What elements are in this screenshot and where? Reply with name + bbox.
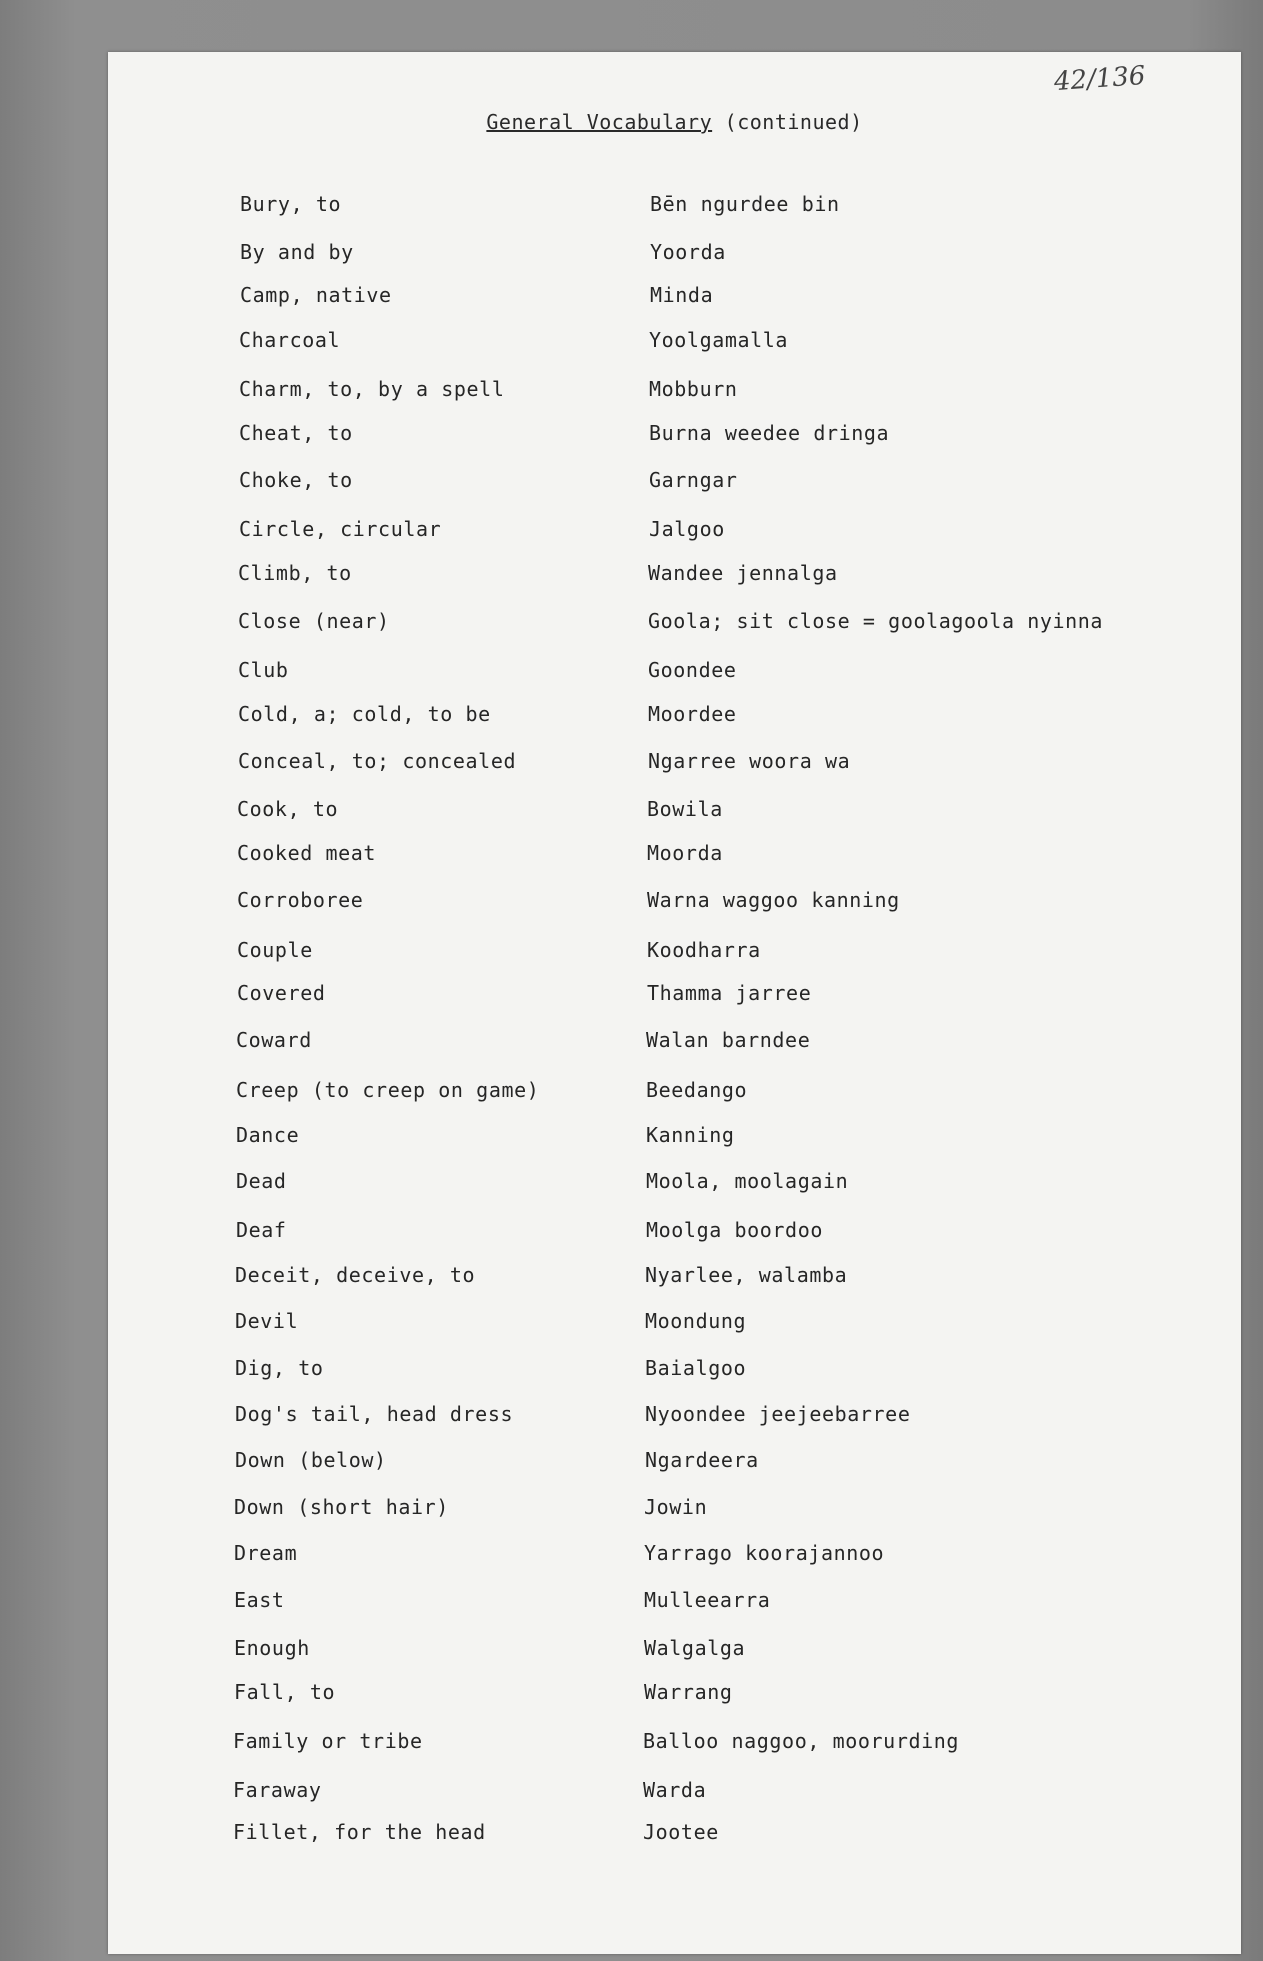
- entry-gloss: Warna waggoo kanning: [647, 888, 900, 912]
- vocabulary-entry: [108, 609, 1241, 637]
- page-title: [108, 110, 1241, 134]
- vocabulary-entry: [108, 1541, 1241, 1569]
- entry-term: Club: [238, 658, 289, 682]
- vocabulary-entry: [108, 328, 1241, 356]
- entry-gloss: Yoorda: [650, 240, 726, 264]
- vocabulary-entry: [108, 1028, 1241, 1056]
- entry-term: Dance: [236, 1123, 300, 1147]
- entry-term: Devil: [235, 1309, 299, 1333]
- vocabulary-entry: [108, 1448, 1241, 1476]
- vocabulary-entry: [108, 1588, 1241, 1616]
- entry-term: Close (near): [238, 609, 390, 633]
- entry-term: Fillet, for the head: [233, 1820, 486, 1844]
- entry-term: Cooked meat: [237, 841, 377, 865]
- vocabulary-entry: [108, 658, 1241, 686]
- vocabulary-entry: [108, 1263, 1241, 1291]
- entry-gloss: Garngar: [649, 468, 738, 492]
- title-main: General Vocabulary: [486, 110, 713, 134]
- entry-gloss: Moolga boordoo: [646, 1218, 823, 1242]
- title-suffix: (continued): [724, 110, 863, 134]
- vocabulary-entry: [108, 240, 1241, 268]
- entry-gloss: Jootee: [643, 1820, 719, 1844]
- entry-term: Creep (to creep on game): [236, 1078, 540, 1102]
- entry-gloss: Beedango: [646, 1078, 748, 1102]
- entry-term: Fall, to: [234, 1680, 336, 1704]
- entry-gloss: Moola, moolagain: [646, 1169, 849, 1193]
- vocabulary-entry: [108, 192, 1241, 220]
- entry-gloss: Wandee jennalga: [648, 561, 838, 585]
- vocabulary-entry: [108, 1218, 1241, 1246]
- vocabulary-entry: [108, 1820, 1241, 1848]
- vocabulary-entry: [108, 1495, 1241, 1523]
- entry-term: Dog's tail, head dress: [235, 1402, 514, 1426]
- entry-term: Deceit, deceive, to: [235, 1263, 476, 1287]
- vocabulary-entry: [108, 421, 1241, 449]
- vocabulary-entry: [108, 938, 1241, 966]
- vocabulary-entry: [108, 561, 1241, 589]
- entry-term: Dead: [236, 1169, 287, 1193]
- entry-term: Choke, to: [239, 468, 353, 492]
- entry-gloss: Walgalga: [644, 1636, 746, 1660]
- vocabulary-entry: [108, 1680, 1241, 1708]
- entry-gloss: Kanning: [646, 1123, 735, 1147]
- entry-gloss: Mulleearra: [644, 1588, 771, 1612]
- entry-gloss: Warrang: [644, 1680, 733, 1704]
- entry-term: Climb, to: [238, 561, 352, 585]
- entry-gloss: Balloo naggoo, moorurding: [643, 1729, 960, 1753]
- entry-term: Deaf: [236, 1218, 287, 1242]
- vocabulary-entry: [108, 283, 1241, 311]
- vocabulary-entry: [108, 377, 1241, 405]
- entry-gloss: Moorda: [647, 841, 723, 865]
- vocabulary-entry: [108, 1356, 1241, 1384]
- entry-gloss: Ngarree woora wa: [648, 749, 851, 773]
- entry-gloss: Goola; sit close = goolagoola nyinna: [648, 609, 1104, 633]
- entry-term: Family or tribe: [233, 1729, 423, 1753]
- entry-gloss: Jowin: [644, 1495, 708, 1519]
- entry-term: Cook, to: [237, 797, 339, 821]
- entry-gloss: Koodharra: [647, 938, 761, 962]
- vocabulary-entry: [108, 468, 1241, 496]
- vocabulary-entry: [108, 981, 1241, 1009]
- vocabulary-entry: [108, 841, 1241, 869]
- entry-term: Coward: [236, 1028, 312, 1052]
- entry-gloss: Nyarlee, walamba: [645, 1263, 848, 1287]
- entry-gloss: Mobburn: [649, 377, 738, 401]
- vocabulary-entry: [108, 1636, 1241, 1664]
- entry-gloss: Warda: [643, 1778, 707, 1802]
- entry-term: Dream: [234, 1541, 298, 1565]
- entry-term: Bury, to: [240, 192, 342, 216]
- vocabulary-entry: [108, 1778, 1241, 1806]
- vocabulary-entry: [108, 1309, 1241, 1337]
- vocabulary-entry: [108, 1729, 1241, 1757]
- entry-gloss: Minda: [650, 283, 714, 307]
- entry-term: Conceal, to; concealed: [238, 749, 517, 773]
- entry-gloss: Goondee: [648, 658, 737, 682]
- entry-term: Charcoal: [239, 328, 341, 352]
- entry-term: East: [234, 1588, 285, 1612]
- entry-term: Cheat, to: [239, 421, 353, 445]
- entry-gloss: Bēn ngurdee bin: [650, 192, 840, 216]
- vocabulary-entry: [108, 888, 1241, 916]
- vocabulary-entry: [108, 1402, 1241, 1430]
- vocabulary-entry: [108, 517, 1241, 545]
- entry-gloss: Nyoondee jeejeebarree: [645, 1402, 911, 1426]
- entry-term: Covered: [237, 981, 326, 1005]
- entry-gloss: Jalgoo: [649, 517, 725, 541]
- entry-gloss: Bowila: [647, 797, 723, 821]
- entry-term: Camp, native: [240, 283, 392, 307]
- entry-term: Dig, to: [235, 1356, 324, 1380]
- entry-term: Couple: [237, 938, 313, 962]
- vocabulary-entry: [108, 1078, 1241, 1106]
- entry-gloss: Thamma jarree: [647, 981, 812, 1005]
- entry-term: Cold, a; cold, to be: [238, 702, 491, 726]
- entry-gloss: Yarrago koorajannoo: [644, 1541, 885, 1565]
- vocabulary-entry: [108, 1169, 1241, 1197]
- entry-gloss: Moondung: [645, 1309, 747, 1333]
- vocabulary-entry: [108, 749, 1241, 777]
- vocabulary-entry: [108, 797, 1241, 825]
- entry-term: By and by: [240, 240, 354, 264]
- entry-gloss: Walan barndee: [646, 1028, 811, 1052]
- entry-term: Down (short hair): [234, 1495, 449, 1519]
- entry-term: Charm, to, by a spell: [239, 377, 505, 401]
- entry-term: Enough: [234, 1636, 310, 1660]
- folio-number: 42/136: [1052, 60, 1146, 98]
- entry-term: Corroboree: [237, 888, 364, 912]
- entry-gloss: Baialgoo: [645, 1356, 747, 1380]
- entry-gloss: Burna weedee dringa: [649, 421, 890, 445]
- vocabulary-entry: [108, 1123, 1241, 1151]
- entry-term: Faraway: [233, 1778, 322, 1802]
- entry-gloss: Moordee: [648, 702, 737, 726]
- vocabulary-entry: [108, 702, 1241, 730]
- entry-term: Down (below): [235, 1448, 387, 1472]
- document-page: [108, 52, 1241, 1954]
- entry-gloss: Yoolgamalla: [649, 328, 789, 352]
- entry-term: Circle, circular: [239, 517, 442, 541]
- entry-gloss: Ngardeera: [645, 1448, 759, 1472]
